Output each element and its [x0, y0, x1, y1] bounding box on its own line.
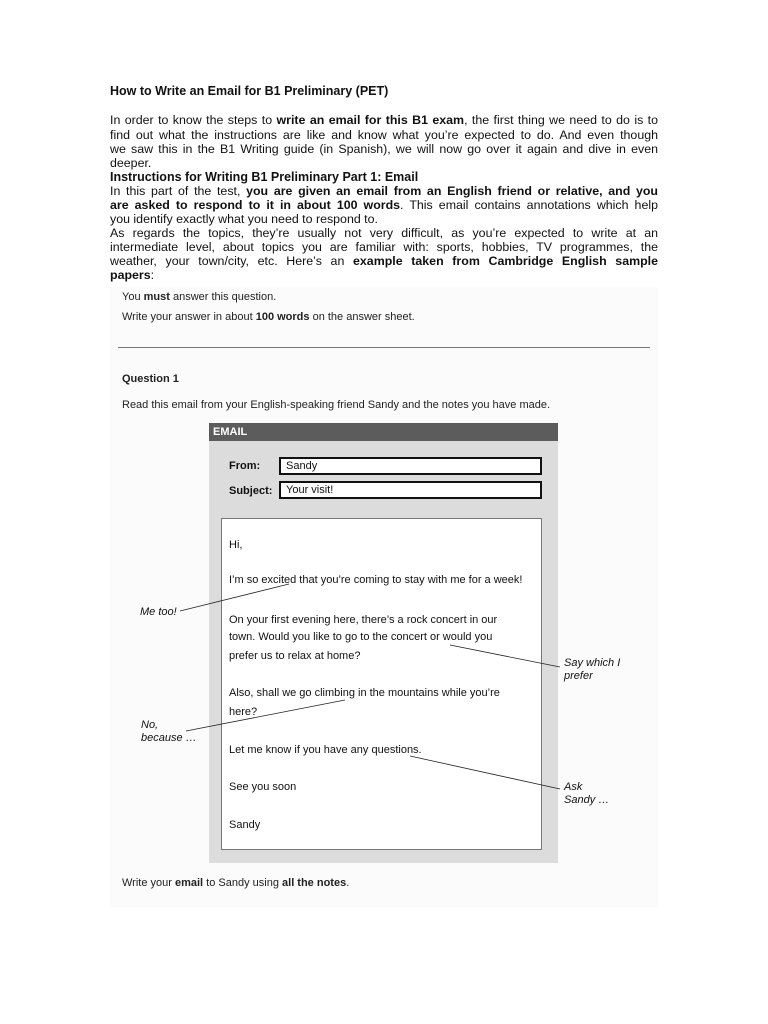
note-say-which — [564, 657, 620, 683]
email-body-line: town. Would you like to go to the concert or would you — [229, 631, 493, 643]
text-bold: email — [174, 877, 204, 889]
note-line: No, — [141, 719, 159, 731]
section-heading: Instructions for Writing B1 Preliminary Part 1: Email — [110, 170, 419, 184]
subject-field: Your visit! — [279, 481, 542, 499]
email-body-line: See you soon — [229, 781, 297, 793]
final-instruction — [122, 877, 349, 889]
leader-line — [186, 700, 345, 731]
text: , the first thing we need to do is to — [464, 113, 658, 127]
text-bold: all the notes — [282, 877, 347, 889]
email-body-line: here? — [229, 706, 258, 718]
text-bold: write an email for this B1 exam — [276, 113, 465, 127]
text: we saw this in the B1 Writing guide (in Spanish), we will now go over it again and dive in even — [110, 142, 658, 156]
email-header: EMAIL — [209, 423, 558, 441]
from-label: From: — [229, 460, 261, 472]
text: . This email contains annotations which help — [400, 198, 658, 212]
leader-line — [180, 584, 289, 611]
note-line: prefer — [564, 670, 593, 682]
text: You — [122, 291, 144, 303]
from-field: Sandy — [279, 457, 542, 475]
question-instruction: Read this email from your English-speaking friend Sandy and the notes you have made. — [122, 399, 551, 411]
note-line: Say which I — [564, 657, 621, 669]
note-no-because — [141, 719, 197, 745]
text: In order to know the steps to — [110, 113, 277, 127]
note-line: because … — [141, 732, 197, 744]
text-bold: must — [143, 291, 170, 303]
text: deeper. — [110, 156, 152, 170]
text: : — [150, 268, 155, 282]
text: find out what the instructions are like and know what you’re expected to do. And even though — [110, 128, 658, 142]
text-bold: papers — [110, 268, 151, 282]
email-body-line: Sandy — [229, 819, 261, 831]
question-label: Question 1 — [122, 373, 179, 385]
email-body-line: On your first evening here, there’s a rock concert in our — [229, 614, 498, 626]
text: As regards the topics, they’re usually not very difficult, as you’re expected to write at an — [110, 226, 658, 240]
text: answer this question. — [169, 291, 277, 303]
text-bold: 100 words — [255, 311, 310, 323]
leader-line — [450, 645, 560, 667]
email-body-line: Hi, — [229, 539, 243, 551]
email-body-line: Let me know if you have any questions. — [229, 744, 422, 756]
leader-line — [410, 756, 560, 789]
text: . — [346, 877, 350, 889]
note-ask-sandy — [564, 781, 609, 807]
text: weather, your town/city, etc. Here’s an — [110, 254, 354, 268]
text: In this part of the test, — [110, 184, 247, 198]
note-me-too: Me too! — [140, 606, 177, 618]
text-bold: are asked to respond to it in about 100 words — [110, 198, 401, 212]
subject-label: Subject: — [229, 485, 273, 497]
text: Write your — [122, 877, 175, 889]
email-body-line: prefer us to relax at home? — [229, 650, 361, 662]
note-line: Ask — [564, 781, 583, 793]
text: intermediate level, about topics you are familiar with: sports, hobbies, TV programmes, the — [110, 240, 658, 254]
note-line: Sandy … — [564, 794, 610, 806]
document-title: How to Write an Email for B1 Preliminary (PET) — [110, 84, 389, 98]
email-body-line: I’m so excited that you’re coming to stay with me for a week! — [229, 574, 523, 586]
text: you identify exactly what you need to respond to. — [110, 212, 378, 226]
text: on the answer sheet. — [309, 311, 415, 323]
text: to Sandy using — [203, 877, 283, 889]
text-bold: example taken from Cambridge English sample — [353, 254, 659, 268]
text-bold: you are given an email from an English friend or relative, and you — [246, 184, 658, 198]
email-body-line: Also, shall we go climbing in the mountains while you’re — [229, 687, 500, 699]
text: Write your answer in about — [122, 311, 256, 323]
